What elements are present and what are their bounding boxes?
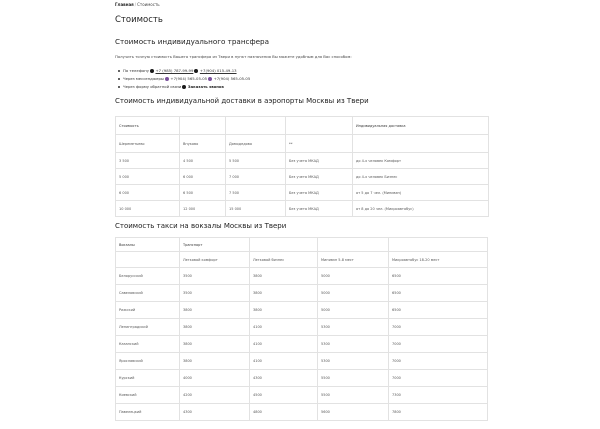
table-header-cell: Вокзалы	[116, 238, 180, 252]
table-row	[116, 201, 489, 217]
table-cell: 5000	[318, 268, 389, 285]
table-cell: 4200	[180, 387, 250, 404]
table-row	[116, 370, 488, 387]
table-header-cell	[180, 117, 226, 135]
table-cell: 5500	[318, 370, 389, 387]
table-cell: 5 500	[226, 153, 286, 169]
bullet	[118, 78, 120, 80]
table-cell: 3 500	[116, 153, 180, 169]
table-cell: 7000	[389, 353, 488, 370]
table-cell: 4100	[250, 353, 318, 370]
table-cell: 6 000	[180, 169, 226, 185]
stations-table	[115, 237, 488, 421]
breadcrumb-home-link[interactable]: Главная	[115, 2, 134, 7]
transfer-intro: Получить точную стоимость Вашего трансфера из Твери в пункт назначения Вы можете удобным для Вас способом:	[115, 54, 352, 59]
table-cell: Казанский	[116, 336, 180, 353]
viber-icon	[165, 77, 169, 81]
table-cell: Без учета МКАД	[286, 169, 353, 185]
table-cell: 4500	[250, 387, 318, 404]
phone-link[interactable]: +7 (985) 787-99-99	[155, 68, 194, 73]
transfer-heading: Стоимость индивидуального трансфера	[115, 37, 270, 46]
table-cell: 6 500	[180, 185, 226, 201]
table-cell: 4100	[250, 336, 318, 353]
table-row	[116, 387, 488, 404]
airports-table	[115, 116, 489, 217]
table-row	[116, 169, 489, 185]
table-header-cell: Стоимость	[116, 117, 180, 135]
table-row	[116, 268, 488, 285]
phone-icon	[182, 85, 186, 89]
table-row	[116, 153, 489, 169]
table-cell: Без учета МКАД	[286, 201, 353, 217]
table-cell: 5000	[318, 302, 389, 319]
table-header-cell	[318, 238, 389, 252]
table-cell: Киевский	[116, 387, 180, 404]
table-cell: 4800	[250, 404, 318, 421]
contact-form-row	[115, 83, 487, 91]
table-cell: до 4-х человек Комфорт	[353, 153, 489, 169]
viber-icon	[208, 77, 212, 81]
table-header-cell	[389, 238, 488, 252]
table-header-cell: Транспорт	[180, 238, 250, 252]
table-cell: 4100	[250, 319, 318, 336]
table-cell: Ленинградский	[116, 319, 180, 336]
table-row	[116, 319, 488, 336]
table-header-cell	[353, 135, 489, 153]
table-header-cell	[226, 117, 286, 135]
table-cell: 3800	[180, 336, 250, 353]
table-row	[116, 353, 488, 370]
breadcrumb	[115, 2, 487, 7]
messenger-link[interactable]: +7(904) 565-05-05	[170, 76, 208, 81]
table-cell: 3800	[180, 319, 250, 336]
table-cell: 7 000	[226, 169, 286, 185]
table-cell: 3500	[180, 268, 250, 285]
stations-heading: Стоимость такси на вокзалы Москвы из Твери	[115, 222, 287, 230]
table-cell: 7300	[389, 387, 488, 404]
table-cell: 5300	[318, 336, 389, 353]
table-cell: 7000	[389, 319, 488, 336]
messenger-link[interactable]: +7(904) 565-05-05	[213, 76, 251, 81]
table-cell: 5600	[318, 404, 389, 421]
table-cell: 3800	[250, 285, 318, 302]
table-header-cell	[286, 117, 353, 135]
breadcrumb-separator: /	[134, 2, 137, 7]
table-header-cell: Домодедово	[226, 135, 286, 153]
phone-icon	[150, 69, 154, 73]
contact-messenger-row	[115, 75, 487, 83]
table-header-row	[116, 252, 488, 268]
airports-heading: Стоимость индивидуальной доставки в аэропорты Москвы из Твери	[115, 97, 369, 105]
table-row	[116, 185, 489, 201]
breadcrumb-current: Стоимость	[137, 2, 160, 7]
table-cell: Без учета МКАД	[286, 185, 353, 201]
table-cell: 7000	[389, 336, 488, 353]
table-cell: 6500	[389, 302, 488, 319]
table-cell: 5300	[318, 353, 389, 370]
phone-icon	[194, 69, 198, 73]
table-header-cell: Индивидуальная доставка	[353, 117, 489, 135]
page-content	[0, 2, 487, 91]
table-header-cell: Легковой комфорт	[180, 252, 250, 268]
table-cell: Без учета МКАД	[286, 153, 353, 169]
table-cell: 5 000	[116, 169, 180, 185]
table-cell: 3800	[180, 302, 250, 319]
table-cell: Курский	[116, 370, 180, 387]
table-cell: от 8 до 20 чел. (Микроавтобус)	[353, 201, 489, 217]
table-header-cell: Легковой бизнес	[250, 252, 318, 268]
table-header-cell: Микроавтобус 18-20 мест	[389, 252, 488, 268]
table-cell: 3500	[180, 285, 250, 302]
table-cell: 6500	[389, 268, 488, 285]
table-cell: от 5 до 7 чел. (Минивэн)	[353, 185, 489, 201]
contact-phone-row	[115, 67, 487, 75]
table-header-cell	[116, 252, 180, 268]
callback-link[interactable]: Заказать звонок	[187, 84, 225, 89]
contact-prefix: Через форму обратной связи	[123, 84, 182, 89]
table-cell: 5500	[318, 387, 389, 404]
table-cell: 6500	[389, 285, 488, 302]
table-cell: 6 000	[116, 185, 180, 201]
table-cell: 12 000	[180, 201, 226, 217]
table-cell: 7000	[389, 370, 488, 387]
table-cell: Белорусский	[116, 268, 180, 285]
table-header-cell	[250, 238, 318, 252]
phone-link[interactable]: +7(904) 015-49-13	[199, 68, 237, 73]
table-header-cell: Минивэн 5-8 мест	[318, 252, 389, 268]
table-cell: 4300	[250, 370, 318, 387]
table-cell: Рижский	[116, 302, 180, 319]
table-cell: 10 000	[116, 201, 180, 217]
table-header-row	[116, 117, 489, 135]
table-header-row	[116, 238, 488, 252]
table-cell: Ярославский	[116, 353, 180, 370]
table-header-row	[116, 135, 489, 153]
table-row	[116, 336, 488, 353]
table-cell: Павелецкий	[116, 404, 180, 421]
table-cell: 5000	[318, 285, 389, 302]
table-header-cell: Шереметьево	[116, 135, 180, 153]
table-cell: 3800	[250, 268, 318, 285]
bullet	[118, 70, 120, 72]
bullet	[118, 86, 120, 88]
page-title: Стоимость	[115, 15, 163, 25]
table-cell: до 4-х человек Бизнес	[353, 169, 489, 185]
table-cell: 3800	[180, 353, 250, 370]
table-cell: 4300	[180, 404, 250, 421]
table-cell: 5300	[318, 319, 389, 336]
table-row	[116, 285, 488, 302]
table-cell: 15 000	[226, 201, 286, 217]
table-cell: 4000	[180, 370, 250, 387]
table-cell: 7 500	[226, 185, 286, 201]
table-header-cell: **	[286, 135, 353, 153]
contact-list	[115, 67, 487, 91]
table-row	[116, 302, 488, 319]
table-cell: 3800	[250, 302, 318, 319]
table-cell: 4 500	[180, 153, 226, 169]
contact-prefix: По телефону	[123, 68, 149, 73]
contact-prefix: Через мессенджеры	[123, 76, 164, 81]
table-row	[116, 404, 488, 421]
table-cell: Савеловский	[116, 285, 180, 302]
table-header-cell: Внуково	[180, 135, 226, 153]
table-cell: 7800	[389, 404, 488, 421]
